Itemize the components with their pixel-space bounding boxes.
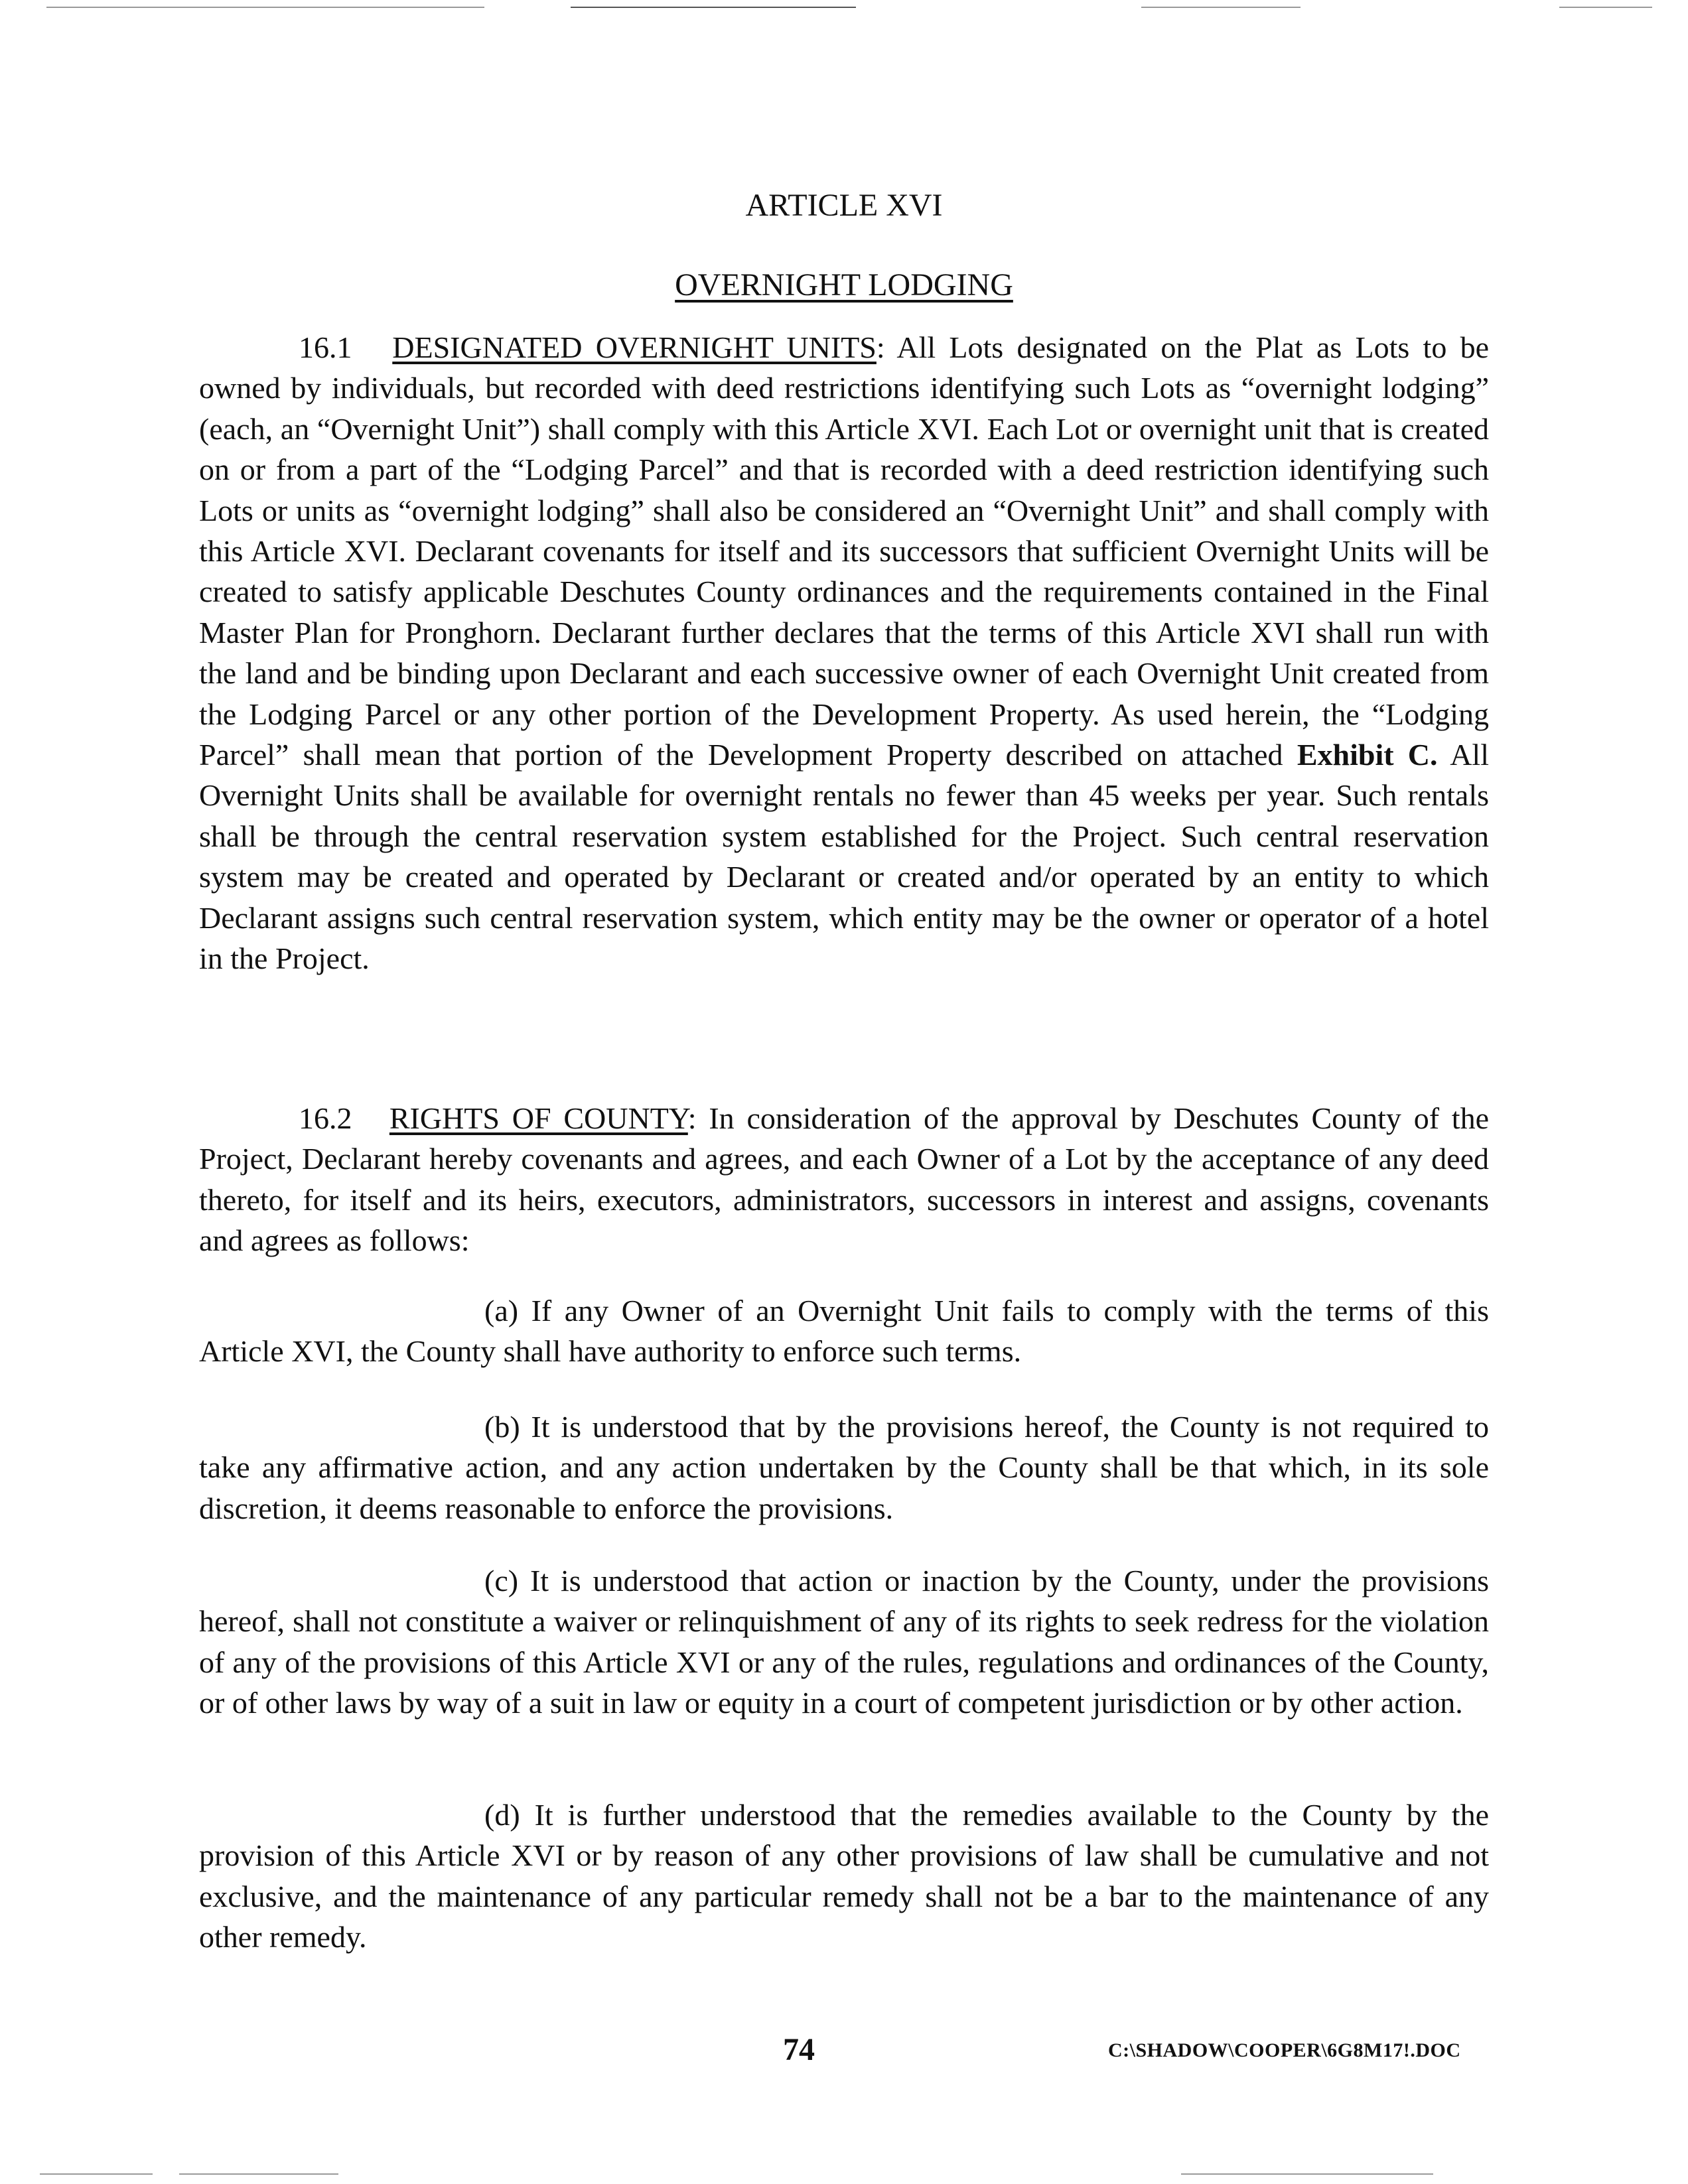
article-heading-text: OVERNIGHT LODGING	[675, 267, 1013, 303]
section-16-2-number: 16.2	[299, 1101, 352, 1135]
scan-artifact-bottom-2	[179, 2173, 338, 2175]
section-16-1-number: 16.1	[299, 330, 352, 364]
document-file-path: C:\SHADOW\COOPER\6G8M17!.DOC	[1108, 2039, 1461, 2061]
section-16-1-label: DESIGNATED OVERNIGHT UNITS	[392, 330, 877, 364]
section-16-1-text: : All Lots designated on the Plat as Lots to be owned by individuals, but recorded with deed restrictions identifying such Lots as “overnight lodging” (each, an “Overnight Unit”) shall comply with this Article XVI. Each Lot or overnight unit that is created on or from a part of the “Lodging Parcel” and that is recorded with a deed restriction identifying such Lots or units as “overnight lodging” shall also be considered an “Overnight Unit” and shall comply with this Article XVI. Declarant covenants for itself and its successors that sufficient Overnight Units will be created to satisfy applicable Deschutes County ordinances and the requirements contained in the Final Master Plan for Pronghorn. Declarant further declares that the terms of this Article XVI shall run with the land and be binding upon Declarant and each successive owner of each Overnight Unit created from the Lodging Parcel or any other portion of the Development Property. As used herein, the “Lodging Parcel” shall mean that portion of the Development Property described on attached	[199, 330, 1490, 772]
scan-artifact-top-2	[571, 7, 856, 8]
article-title: ARTICLE XVI	[745, 188, 943, 223]
section-16-2-label: RIGHTS OF COUNTY	[389, 1101, 688, 1135]
section-16-2-text: : In consideration of the approval by Deschutes County of the Project, Declarant hereby covenants and agrees, and each Owner of a Lot by the acceptance of any deed thereto, for itself and its heirs, executors, administrators, successors in interest and assigns, covenants and agrees as follows:	[199, 1101, 1490, 1258]
scan-artifact-top-4	[1559, 7, 1652, 8]
section-16-1-text-continued: All Overnight Units shall be available for overnight rentals no fewer than 45 weeks per year. Such rentals shall be through the central reservation system established for the Project. Such central reservation system may be created and operated by Declarant or created and/or operated by an entity to which Declarant assigns such central reservation system, which entity may be the owner or operator of a hotel in the Project.	[199, 738, 1489, 976]
subsection-a: (a) If any Owner of an Overnight Unit fails to comply with the terms of this Article XVI, the County shall have authority to enforce such terms.	[199, 1294, 1489, 1369]
scan-artifact-top-1	[46, 7, 484, 8]
exhibit-reference: Exhibit C.	[1297, 738, 1438, 772]
article-heading	[0, 265, 1688, 305]
scan-artifact-bottom-3	[1181, 2173, 1433, 2175]
page-number: 74	[783, 2032, 815, 2067]
subsection-b: (b) It is understood that by the provisions hereof, the County is not required to take any affirmative action, and any action undertaken by the County shall be that which, in its sole discretion, it deems reasonable to enforce the provisions.	[199, 1410, 1489, 1525]
subsection-d: (d) It is further understood that the remedies available to the County by the provision of this Article XVI or by reason of any other provisions of law shall be cumulative and not exclusive, and the maintenance of any particular remedy shall not be a bar to the maintenance of any other remedy.	[199, 1798, 1489, 1954]
subsection-c: (c) It is understood that action or inaction by the County, under the provisions hereof, shall not constitute a waiver or relinquishment of any of its rights to seek redress for the violation of any of the provisions of this Article XVI or any of the rules, regulations and ordinances of the County, or of other laws by way of a suit in law or equity in a court of competent jurisdiction or by other action.	[199, 1564, 1489, 1720]
section-16-1-paragraph	[199, 327, 1489, 979]
scan-artifact-bottom-1	[40, 2173, 153, 2175]
section-16-2-paragraph	[199, 1098, 1489, 1261]
scan-artifact-top-3	[1141, 7, 1301, 8]
